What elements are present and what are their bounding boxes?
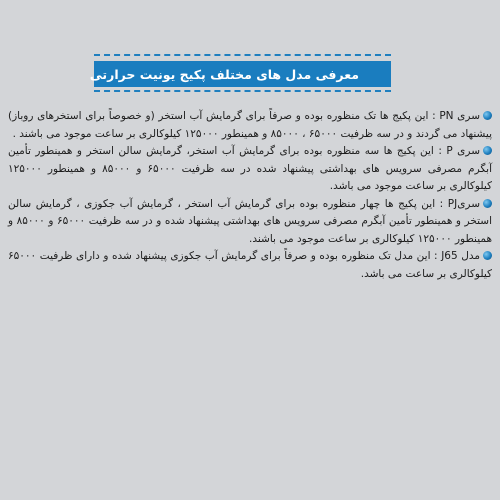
model-item-text: مدل J65 : این مدل تک منظوره بوده و صرفاً برای گرمایش آب جکوزی پیشنهاد شده و دارای ظرفیت ۶۵۰۰۰ کیلوکالری بر ساعت می باشد. [8, 250, 492, 280]
blue-globe-bullet-icon [483, 146, 492, 155]
header-bar [89, 61, 391, 87]
blue-globe-bullet-icon [483, 111, 492, 120]
model-item-text: سریPJ : این پکیج ها چهار منظوره بوده برای گرمایش آب استخر ، گرمایش آب جکوزی ، گرمایش سالن استخر و همینطور تأمین آبگرم مصرفی سرویس های بهداشتی پیشنهاد شده و در سه ظرفیت ۶۵۰۰۰ و ۸۵۰۰۰ و همینطور ۱۲۵۰۰۰ کیلوکالری بر ساعت موجود می باشند. [8, 197, 492, 245]
model-item-text: سری P : این پکیج ها سه منظوره بوده برای گرمایش آب استخر، گرمایش سالن استخر و همینطور تأمین آبگرم مصرفی سرویس های بهداشتی پیشنهاد شده در سه ظرفیت ۶۵۰۰۰ و ۸۵۰۰۰ و همینطور ۱۲۵۰۰۰ کیلوکالری بر ساعت موجود می باشد. [8, 145, 492, 192]
blue-globe-bullet-icon [483, 199, 492, 208]
models-description [8, 108, 492, 283]
section-header [89, 54, 391, 92]
blue-globe-bullet-icon [483, 251, 492, 260]
model-item-text: سری PN : این پکیج ها تک منظوره بوده و صرفاً برای گرمایش آب استخر (و خصوصاً برای استخرهای روباز) پیشنهاد می گردند و در سه ظرفیت ۶۵۰۰۰ ، ۸۵۰۰۰ و همینطور ۱۲۵۰۰۰ کیلوکالری بر ساعت موجود می باشند . [8, 110, 492, 140]
header-dashed-border-bottom [94, 90, 391, 92]
model-item-j65 [8, 248, 492, 283]
header-dashed-border-top [94, 54, 391, 56]
model-item-pn [8, 108, 492, 143]
model-item-pj [8, 196, 492, 249]
model-item-p [8, 143, 492, 196]
header-title: معرفی مدل های مختلف پکیج یونیت حرارتی [89, 66, 359, 82]
